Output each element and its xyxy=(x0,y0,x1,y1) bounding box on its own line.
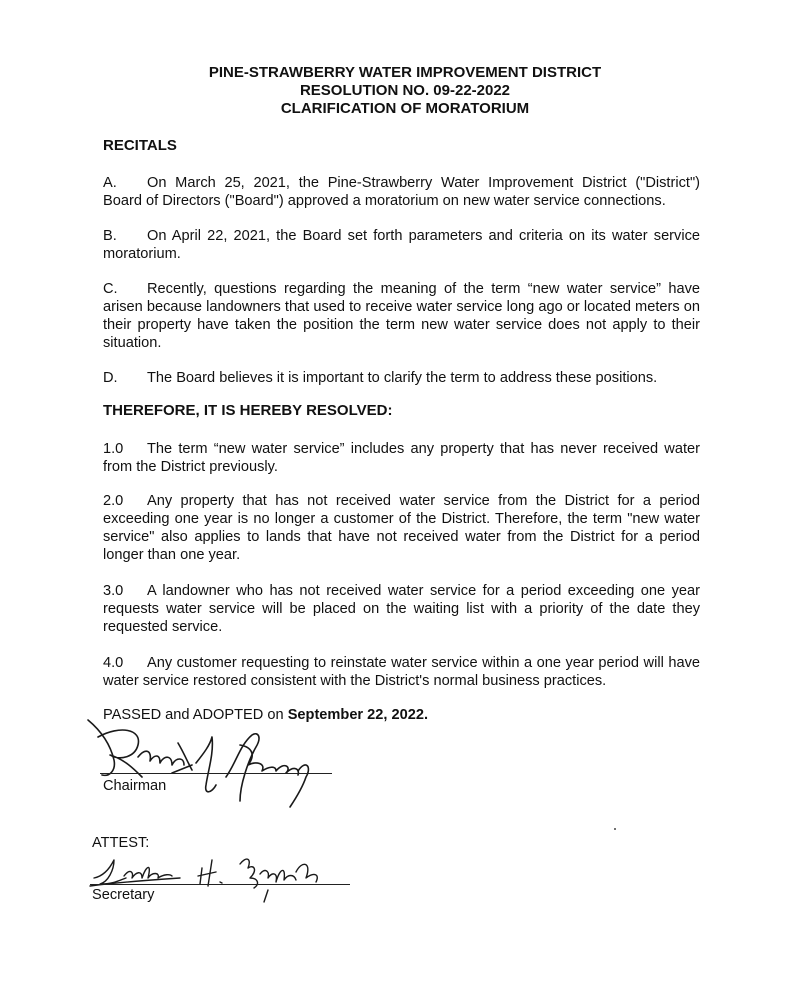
chairman-signature-line xyxy=(100,773,332,774)
resolution-item-2 xyxy=(103,492,700,564)
chairman-label: Chairman xyxy=(103,778,167,794)
resolution-item-4 xyxy=(103,654,700,690)
resolved-heading: THEREFORE, IT IS HEREBY RESOLVED: xyxy=(103,402,393,419)
recital-text: The Board believes it is important to clarify the term to address these positions. xyxy=(147,370,658,386)
recital-text: Recently, questions regarding the meaning of the term “new water service” have arisen because landowners that used to receive water service long ago or located meters on their property have taken the position the term new water service does not apply to their situation. xyxy=(103,281,700,351)
item-text: Any property that has not received water service from the District for a period exceeding one year is no longer a customer of the District. Therefore, the term "new water service" also applies to lands that have not received water from the District for a period longer than one year. xyxy=(103,493,700,563)
secretary-signature-line xyxy=(90,884,350,885)
recital-d xyxy=(103,369,700,387)
district-title: PINE-STRAWBERRY WATER IMPROVEMENT DISTRICT xyxy=(208,64,602,81)
item-number: 1.0 xyxy=(103,441,124,457)
chairman-signature xyxy=(80,715,340,810)
attest-label: ATTEST: xyxy=(92,835,150,851)
recitals-heading: RECITALS xyxy=(103,137,177,154)
item-number: 2.0 xyxy=(103,493,124,509)
recital-label: D. xyxy=(103,370,118,386)
scan-speck xyxy=(614,828,616,830)
recital-text: On March 25, 2021, the Pine-Strawberry Water Improvement District ("District") Board of Directors ("Board") approved a moratorium on new water service connections. xyxy=(103,175,700,209)
recital-label: B. xyxy=(103,228,117,244)
adoption-prefix: PASSED and ADOPTED on xyxy=(103,707,284,723)
resolution-number: RESOLUTION NO. 09-22-2022 xyxy=(299,82,511,99)
resolution-item-3 xyxy=(103,582,700,636)
item-number: 3.0 xyxy=(103,583,124,599)
item-number: 4.0 xyxy=(103,655,124,671)
recital-a xyxy=(103,174,700,210)
recital-text: On April 22, 2021, the Board set forth parameters and criteria on its water service moratorium. xyxy=(103,228,700,262)
recital-label: C. xyxy=(103,281,118,297)
resolution-item-1 xyxy=(103,440,700,476)
item-text: The term “new water service” includes any property that has never received water from the District previously. xyxy=(103,441,700,475)
item-text: A landowner who has not received water service for a period exceeding one year requests water service will be placed on the waiting list with a priority of the date they requested service. xyxy=(103,583,700,635)
resolution-subject: CLARIFICATION OF MORATORIUM xyxy=(280,100,530,117)
adoption-date: September 22, 2022. xyxy=(287,707,429,723)
item-text: Any customer requesting to reinstate water service within a one year period will have water service restored consistent with the District's normal business practices. xyxy=(103,655,700,689)
secretary-label: Secretary xyxy=(92,887,155,903)
recital-c xyxy=(103,280,700,352)
recital-label: A. xyxy=(103,175,117,191)
recital-b xyxy=(103,227,700,263)
